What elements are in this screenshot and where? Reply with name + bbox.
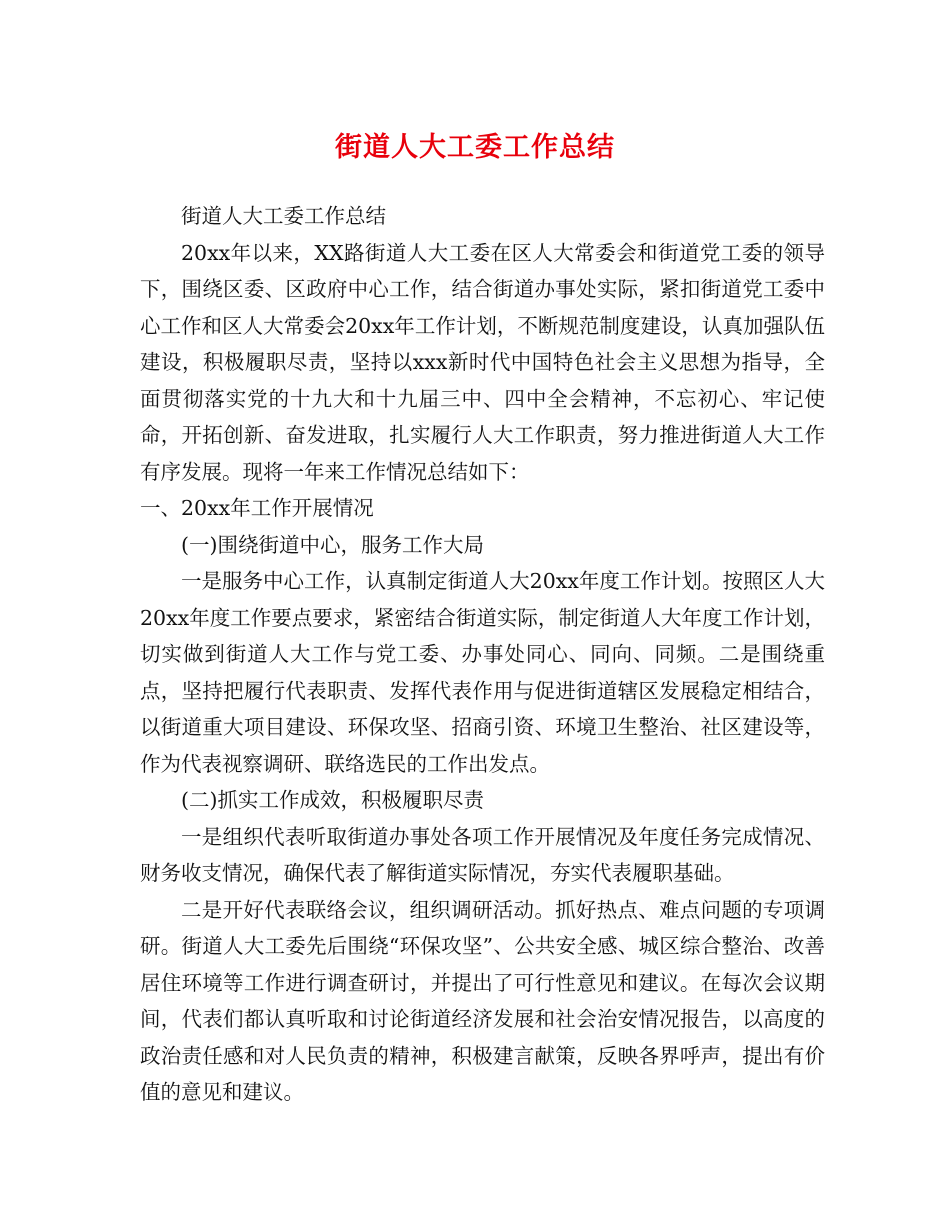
paragraph-1: 一是服务中心工作，认真制定街道人大20xx年度工作计划。按照区人大20xx年度工作要点要求，紧密结合街道实际，制定街道人大年度工作计划，切实做到街道人大工作与党工委、办事处同心、同向、同频。二是围绕重点，坚持把履行代表职责、发挥代表作用与促进街道辖区发展稳定相结合，以街道重大项目建设、环保攻坚、招商引资、环境卫生整治、社区建设等，作为代表视察调研、联络选民的工作出发点。 <box>140 569 825 776</box>
subsection-heading-1: (一)围绕街道中心，服务工作大局 <box>181 532 484 557</box>
paragraph-subtitle: 街道人大工委工作总结 <box>181 204 386 228</box>
section-heading: 一、20xx年工作开展情况 <box>140 496 374 520</box>
paragraph-intro: 20xx年以来，XX路街道人大工委在区人大常委会和街道党工委的领导下，围绕区委、区政府中心工作，结合街道办事处实际，紧扣街道党工委中心工作和区人大常委会20xx年工作计划，不断规范制度建设，认真加强队伍建设，积极履职尽责，坚持以xxx新时代中国特色社会主义思想为指导，全面贯彻落实党的十九大和十九届三中、四中全会精神，不忘初心、牢记使命，开拓创新、奋发进取，扎实履行人大工作职责，努力推进街道人大工作有序发展。现将一年来工作情况总结如下： <box>140 240 825 484</box>
paragraph-2: 一是组织代表听取街道办事处各项工作开展情况及年度任务完成情况、财务收支情况，确保代表了解街道实际情况，夯实代表履职基础。 <box>140 824 825 885</box>
document-title: 街道人大工委工作总结 <box>335 132 615 163</box>
subsection-heading-2: (二)抓实工作成效，积极履职尽责 <box>181 788 484 812</box>
document-body <box>140 198 825 1111</box>
paragraph-3: 二是开好代表联络会议，组织调研活动。抓好热点、难点问题的专项调研。街道人大工委先后围绕“环保攻坚”、公共安全感、城区综合整治、改善居住环境等工作进行调查研讨，并提出了可行性意见和建议。在每次会议期间，代表们都认真听取和讨论街道经济发展和社会治安情况报告，以高度的政治责任感和对人民负责的精神，积极建言献策，反映各界呼声，提出有价值的意见和建议。 <box>140 897 825 1104</box>
